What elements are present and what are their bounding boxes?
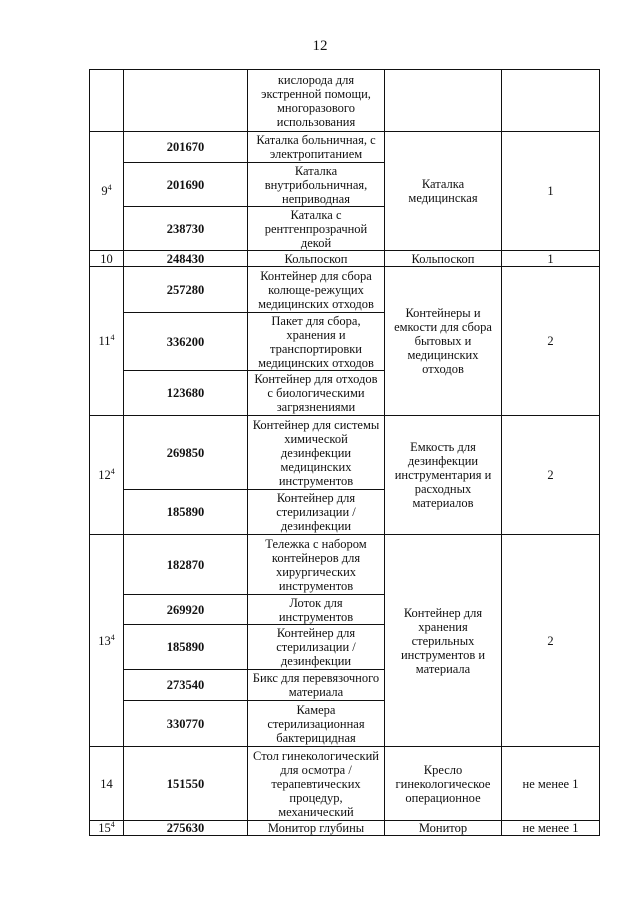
code-cell: 269850 (124, 416, 248, 490)
table-row (90, 535, 600, 595)
item-name-cell: Контейнер для системы химической дезинфекции медицинских инструментов (248, 416, 385, 490)
code-cell: 182870 (124, 535, 248, 595)
item-name-cell: Каталка больничная, с электропитанием (248, 132, 385, 163)
item-name-cell: Каталка с рентгенпрозрачной декой (248, 207, 385, 251)
row-number-cell (90, 70, 124, 132)
row-number-cell (90, 821, 124, 836)
table-row (90, 821, 600, 836)
quantity-cell: 1 (502, 251, 600, 267)
equipment-table (89, 69, 600, 836)
group-cell: Кресло гинекологическое операционное (385, 747, 502, 821)
quantity-cell: не менее 1 (502, 747, 600, 821)
row-number: 10 (100, 251, 113, 266)
item-name-cell: кислорода для экстренной помощи, многоразового использования (248, 70, 385, 132)
table-row (90, 416, 600, 490)
item-name-cell: Каталка внутрибольничная, неприводная (248, 163, 385, 207)
quantity-cell: 2 (502, 535, 600, 747)
group-cell (385, 70, 502, 132)
code-cell: 248430 (124, 251, 248, 267)
row-number: 15 (98, 821, 111, 835)
code-cell: 201670 (124, 132, 248, 163)
code-cell (124, 70, 248, 132)
code-cell: 273540 (124, 670, 248, 701)
code-cell: 336200 (124, 313, 248, 371)
code-cell: 257280 (124, 267, 248, 313)
row-number: 12 (98, 468, 111, 482)
quantity-cell: не менее 1 (502, 821, 600, 836)
footnote-mark: 4 (110, 632, 115, 642)
row-number-cell (90, 251, 124, 267)
item-name-cell: Бикс для перевязочного материала (248, 670, 385, 701)
footnote-mark: 4 (110, 820, 115, 829)
row-number: 11 (98, 334, 111, 348)
table-row (90, 251, 600, 267)
item-name-cell: Стол гинекологический для осмотра /терапевтических процедур, механический (248, 747, 385, 821)
item-name-cell: Камера стерилизационная бактерицидная (248, 701, 385, 747)
table-row (90, 747, 600, 821)
item-name-cell: Лоток для инструментов (248, 595, 385, 625)
item-name-cell: Контейнер для стерилизации /дезинфекции (248, 490, 385, 535)
table-row (90, 267, 600, 313)
row-number-cell (90, 747, 124, 821)
footnote-mark: 4 (107, 182, 112, 192)
quantity-cell: 1 (502, 132, 600, 251)
item-name-cell: Контейнер для стерилизации /дезинфекции (248, 625, 385, 670)
row-number-cell (90, 416, 124, 535)
item-name-cell: Тележка с набором контейнеров для хирургических инструментов (248, 535, 385, 595)
code-cell: 238730 (124, 207, 248, 251)
page-number: 12 (312, 38, 328, 54)
quantity-cell: 2 (502, 267, 600, 416)
item-name-cell: Контейнер для сбора колюще-режущих медицинских отходов (248, 267, 385, 313)
code-cell: 123680 (124, 371, 248, 416)
code-cell: 275630 (124, 821, 248, 836)
code-cell: 330770 (124, 701, 248, 747)
row-number: 13 (98, 633, 111, 648)
row-number-cell (90, 267, 124, 416)
item-name-cell: Монитор глубины (248, 821, 385, 836)
group-cell: Кольпоскоп (385, 251, 502, 267)
row-number: 9 (101, 184, 108, 198)
code-cell: 201690 (124, 163, 248, 207)
group-cell: Контейнер для хранения стерильных инструментов и материала (385, 535, 502, 747)
quantity-cell (502, 70, 600, 132)
row-number-cell (90, 132, 124, 251)
code-cell: 269920 (124, 595, 248, 625)
footnote-mark: 4 (110, 466, 115, 476)
row-number-cell (90, 535, 124, 747)
row-number: 14 (100, 776, 113, 791)
code-cell: 151550 (124, 747, 248, 821)
group-cell: Емкость для дезинфекции инструментария и расходных материалов (385, 416, 502, 535)
code-cell: 185890 (124, 625, 248, 670)
group-cell: Монитор (385, 821, 502, 836)
group-cell: Каталка медицинская (385, 132, 502, 251)
item-name-cell: Контейнер для отходов с биологическими загрязнениями (248, 371, 385, 416)
group-cell: Контейнеры и емкости для сбора бытовых и медицинских отходов (385, 267, 502, 416)
item-name-cell: Кольпоскоп (248, 251, 385, 267)
table-row (90, 70, 600, 132)
table-row (90, 132, 600, 163)
quantity-cell: 2 (502, 416, 600, 535)
item-name-cell: Пакет для сбора, хранения и транспортировки медицинских отходов (248, 313, 385, 371)
footnote-mark: 4 (110, 332, 115, 342)
code-cell: 185890 (124, 490, 248, 535)
